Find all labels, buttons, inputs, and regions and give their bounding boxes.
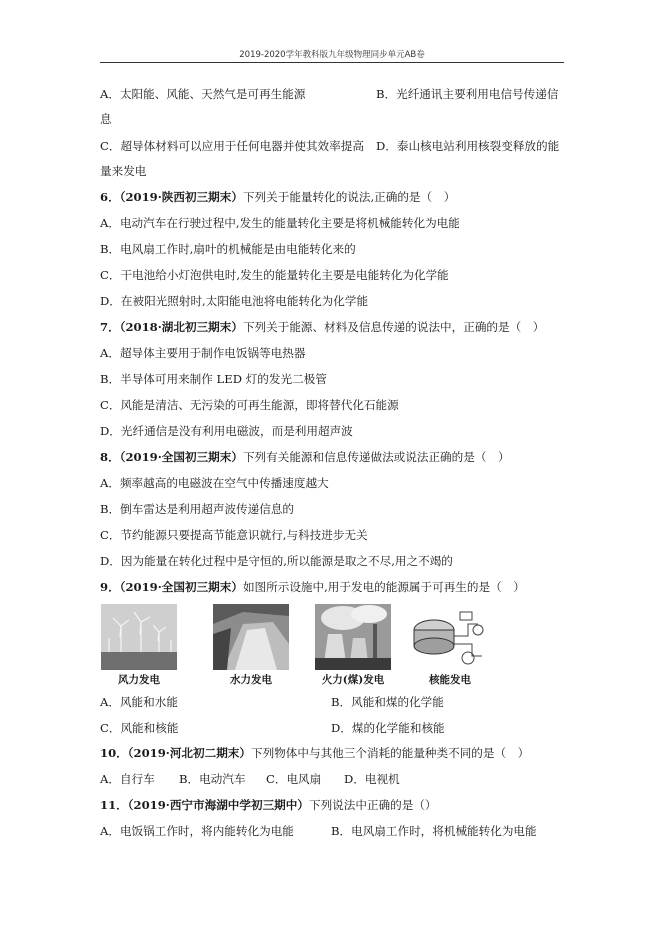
nuclear-power-diagram bbox=[412, 604, 488, 670]
q9-option-a: A．风能和水能 bbox=[100, 695, 178, 709]
page-header: 2019-2020学年教科版九年级物理同步单元AB卷 bbox=[239, 50, 425, 60]
question-9 bbox=[100, 579, 525, 595]
q6-option-c: C．干电池给小灯泡供电时,发生的能量转化主要是电能转化为化学能 bbox=[100, 268, 449, 282]
question-source: （2018·湖北初三期末） bbox=[119, 320, 243, 334]
q6-option-b: B．电风扇工作时,扇叶的机械能是由电能转化来的 bbox=[100, 242, 356, 256]
q5-option-d-cont: 量来发电 bbox=[100, 164, 147, 178]
q7-option-c: C．风能是清洁、无污染的可再生能源，即将替代化石能源 bbox=[100, 398, 399, 412]
q5-option-d: D．泰山核电站利用核裂变释放的能 bbox=[376, 139, 560, 153]
question-7 bbox=[100, 319, 544, 335]
q11-option-a: A．电饭锅工作时，将内能转化为电能 bbox=[100, 824, 294, 838]
question-stem: 下列物体中与其他三个消耗的能量种类不同的是（ ） bbox=[251, 746, 530, 760]
hydro-power-photo bbox=[213, 604, 289, 670]
question-source: （2019·全国初三期末） bbox=[119, 580, 243, 594]
question-source: （2019·陕西初三期末） bbox=[119, 190, 243, 204]
q10-option-d: D．电视机 bbox=[344, 772, 400, 786]
question-number: 8． bbox=[100, 450, 120, 464]
q9-option-b: B．风能和煤的化学能 bbox=[331, 695, 444, 709]
q7-option-b: B．半导体可用来制作 LED 灯的发光二极管 bbox=[100, 372, 327, 386]
q5-option-c: C．超导体材料可以应用于任何电器并使其效率提高 bbox=[100, 139, 364, 153]
q10-option-a: A．自行车 bbox=[100, 772, 155, 786]
question-8 bbox=[100, 449, 510, 465]
q7-option-d: D．光纤通信是没有利用电磁波，而是利用超声波 bbox=[100, 424, 353, 438]
q5-option-a: A．太阳能、风能、天然气是可再生能源 bbox=[100, 87, 306, 101]
q9-option-c: C．风能和核能 bbox=[100, 721, 179, 735]
q6-option-a: A．电动汽车在行驶过程中,发生的能量转化主要是将机械能转化为电能 bbox=[100, 216, 460, 230]
question-6 bbox=[100, 189, 455, 205]
question-stem: 下列关于能量转化的说法,正确的是（ ） bbox=[242, 190, 456, 204]
question-source: （2019·全国初三期末） bbox=[119, 450, 243, 464]
caption-coal: 火力(煤)发电 bbox=[321, 674, 385, 686]
caption-nuclear: 核能发电 bbox=[429, 674, 471, 686]
q8-option-d: D．因为能量在转化过程中是守恒的,所以能源是取之不尽,用之不竭的 bbox=[100, 554, 453, 568]
question-number: 10． bbox=[100, 746, 128, 760]
question-11 bbox=[100, 797, 437, 813]
q6-option-d: D．在被阳光照射时,太阳能电池将电能转化为化学能 bbox=[100, 294, 369, 308]
question-stem: 下列有关能源和信息传递做法或说法正确的是（ ） bbox=[242, 450, 510, 464]
q8-option-b: B．倒车雷达是利用超声波传递信息的 bbox=[100, 502, 295, 516]
q10-option-c: C．电风扇 bbox=[266, 772, 322, 786]
caption-hydro: 水力发电 bbox=[230, 674, 272, 686]
q9-option-d: D．煤的化学能和核能 bbox=[331, 721, 445, 735]
q8-option-a: A．频率越高的电磁波在空气中传播速度越大 bbox=[100, 476, 329, 490]
question-stem: 如图所示设施中,用于发电的能源属于可再生的是（ ） bbox=[242, 580, 525, 594]
coal-power-photo bbox=[315, 604, 391, 670]
q8-option-c: C．节约能源只要提高节能意识就行,与科技进步无关 bbox=[100, 528, 368, 542]
question-number: 11． bbox=[100, 798, 128, 812]
wind-power-photo bbox=[101, 604, 177, 670]
question-source: （2019·河北初二期末） bbox=[127, 746, 251, 760]
question-number: 9． bbox=[100, 580, 120, 594]
q5-option-b: B．光纤通讯主要利用电信号传递信 bbox=[376, 87, 559, 101]
caption-wind: 风力发电 bbox=[118, 674, 160, 686]
question-10 bbox=[100, 745, 529, 761]
question-stem: 下列关于能源、材料及信息传递的说法中，正确的是（ ） bbox=[242, 320, 545, 334]
q5-option-b-cont: 息 bbox=[100, 112, 112, 126]
question-number: 6． bbox=[100, 190, 120, 204]
question-stem: 下列说法中正确的是（） bbox=[308, 798, 437, 812]
q11-option-b: B．电风扇工作时，将机械能转化为电能 bbox=[331, 824, 537, 838]
question-number: 7． bbox=[100, 320, 120, 334]
q10-option-b: B．电动汽车 bbox=[179, 772, 246, 786]
header-rule bbox=[100, 62, 564, 63]
question-source: （2019·西宁市海湖中学初三期中） bbox=[127, 798, 309, 812]
q7-option-a: A．超导体主要用于制作电饭锅等电热器 bbox=[100, 346, 306, 360]
